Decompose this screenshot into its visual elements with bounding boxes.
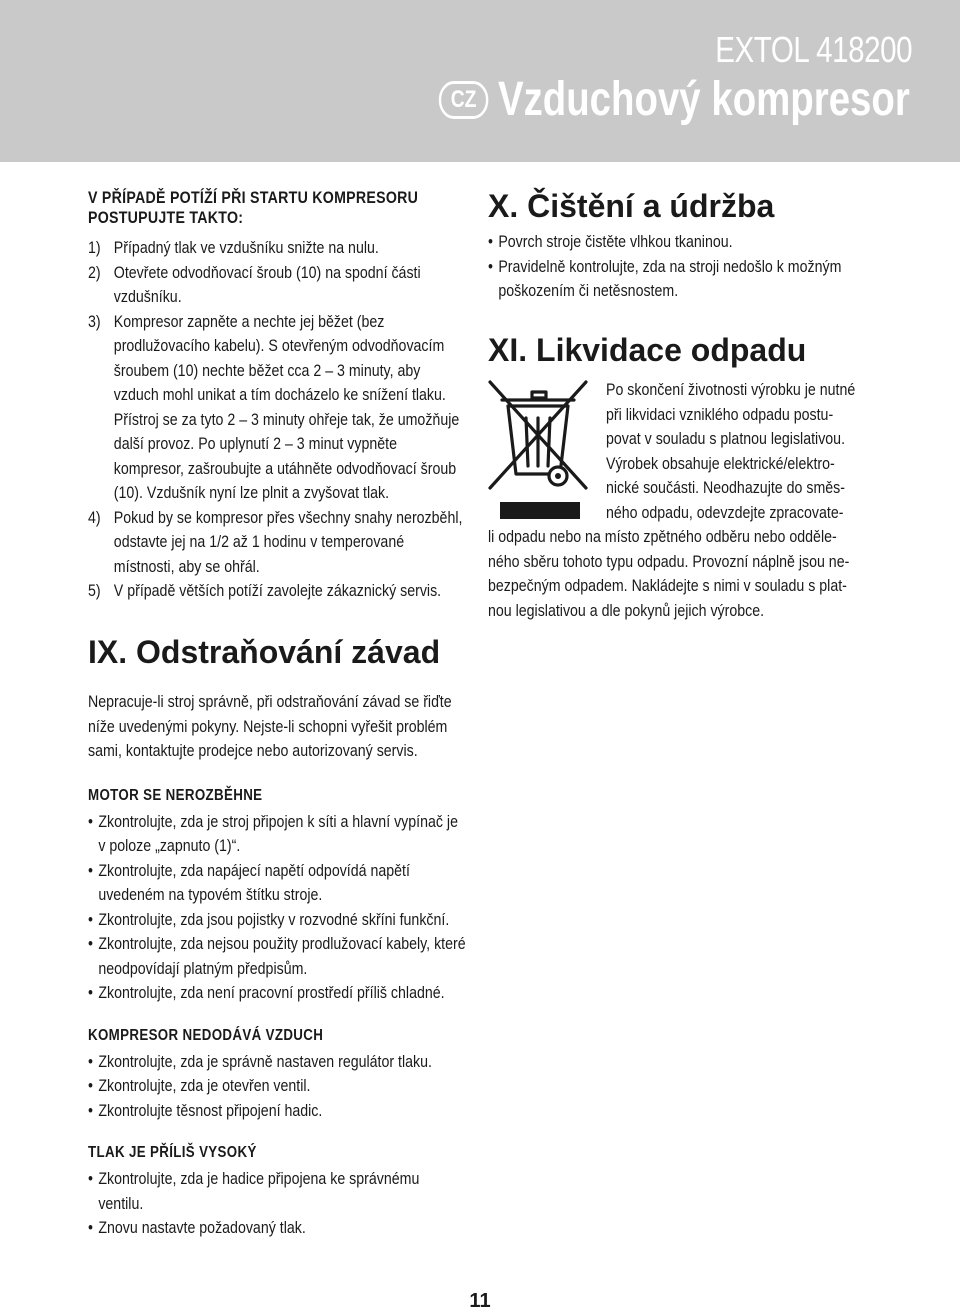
title-row (439, 72, 910, 128)
text-line: nické součásti. Neodhazujte do směs- (606, 479, 845, 497)
group-list-no-air (88, 1050, 466, 1124)
group-heading-motor: MOTOR SE NEROZBĚHNE (88, 786, 263, 804)
text-line: povat v souladu s platnou legislativou. (606, 430, 846, 448)
section-x-title: X. Čištění a údržba (488, 188, 775, 224)
list-item: • Pravidelně kontrolujte, zda na stroji nedošlo k možným poškozením či netěsnostem. (488, 257, 842, 300)
text-line: nou legislativou a dle pokynů jejich výrobce. (488, 601, 765, 620)
list-item: • Zkontrolujte, zda jsou pojistky v rozvodné skříni funkční. (88, 910, 450, 929)
disposal-text-continued (488, 525, 858, 623)
section-ix-intro: Nepracuje-li stroj správně, při odstraňování závad se řiďte níže uvedenými pokyny. Nejste-li schopni vyřešit problém sami, kontaktujte prodejce nebo autorizovaný servis. (88, 693, 452, 760)
section-x-list (488, 230, 866, 304)
group-list-pressure (88, 1167, 466, 1241)
text-line: ného sběru tohoto typu odpadu. Provozní náplně jsou ne- (488, 552, 850, 571)
left-column (88, 188, 468, 1237)
group-heading-no-air: KOMPRESOR NEDODÁVÁ VZDUCH (88, 1026, 324, 1044)
list-item: • Zkontrolujte, zda je správně nastaven regulátor tlaku. (88, 1052, 432, 1071)
startup-step: 5) V případě větších potíží zavolejte zákaznický servis. (88, 582, 442, 600)
page-title: Vzduchový kompresor (498, 73, 910, 126)
group-heading-pressure: TLAK JE PŘÍLIŠ VYSOKÝ (88, 1144, 257, 1161)
list-item: • Zkontrolujte, zda nejsou použity prodlužovací kabely, které neodpovídají platným předpisům. (88, 935, 466, 978)
section-xi-title: XI. Likvidace odpadu (488, 332, 807, 368)
page-header (0, 0, 960, 162)
list-item: • Povrch stroje čistěte vlhkou tkaninou. (488, 233, 733, 251)
list-item: • Zkontrolujte, zda není pracovní prostředí příliš chladné. (88, 984, 445, 1002)
startup-step: 3) Kompresor zapněte a nechte jej běžet (bez prodlužovacího kabelu). S otevřeným odvodňovacím šroubem (10) nechte běžet cca 2 – 3 minuty, aby vzduch mohl unikat a tím docházelo ke snížení tlaku. Přístroj se za tyto 2 – 3 minuty ohřeje tak, že umožňuje další provoz. Po uplynutí 2 – 3 minut vypněte kompresor, zašroubujte a utáhněte odvodňovací šroub (10). Vzdušník nyní lze plnit a zvyšovat tlak. (88, 312, 460, 502)
startup-heading: V PŘÍPADĚ POTÍŽÍ PŘI STARTU KOMPRESORU POSTUPUJTE TAKTO: (88, 189, 419, 227)
list-item: • Zkontrolujte, zda je hadice připojena ke správnému ventilu. (88, 1170, 420, 1213)
text-line: Výrobek obsahuje elektrické/elektro- (606, 454, 835, 473)
group-list-motor (88, 810, 466, 1006)
list-item: • Zkontrolujte, zda je stroj připojen k síti a hlavní vypínač je v poloze „zapnuto (1)“. (88, 812, 458, 855)
cz-language-badge: CZ (439, 81, 489, 119)
brand-model: EXTOL 418200 (715, 29, 912, 70)
disposal-text (606, 378, 864, 525)
page-number: 11 (469, 1290, 491, 1312)
startup-step: 4) Pokud by se kompresor přes všechny snahy nerozběhl, odstavte jej na 1/2 až 1 hodinu v temperované místnosti, aby se ohřál. (88, 508, 463, 576)
right-column (488, 186, 878, 368)
text-line: ného odpadu, odevzdejte zpracovate- (606, 503, 844, 522)
list-item: • Zkontrolujte, zda je otevřen ventil. (88, 1077, 311, 1095)
list-item: • Zkontrolujte, zda napájecí napětí odpovídá napětí uvedeném na typovém štítku stroje. (88, 861, 410, 904)
list-item: • Znovu nastavte požadovaný tlak. (88, 1219, 306, 1237)
text-line: Po skončení životnosti výrobku je nutné (606, 381, 856, 399)
startup-step: 2) Otevřete odvodňovací šroub (10) na spodní části vzdušníku. (88, 263, 421, 306)
startup-step: 1) Případný tlak ve vzdušníku snižte na nulu. (88, 239, 379, 257)
weee-crossed-bin-icon (488, 376, 588, 522)
text-line: při likvidaci vzniklého odpadu postu- (606, 405, 834, 424)
startup-steps (88, 236, 468, 604)
text-line: li odpadu nebo na místo zpětného odběru nebo odděle- (488, 528, 837, 546)
text-line: bezpečným odpadem. Nakládejte s nimi v souladu s plat- (488, 577, 847, 595)
list-item: • Zkontrolujte těsnost připojení hadic. (88, 1101, 323, 1120)
section-ix-title: IX. Odstraňování závad (88, 634, 441, 670)
